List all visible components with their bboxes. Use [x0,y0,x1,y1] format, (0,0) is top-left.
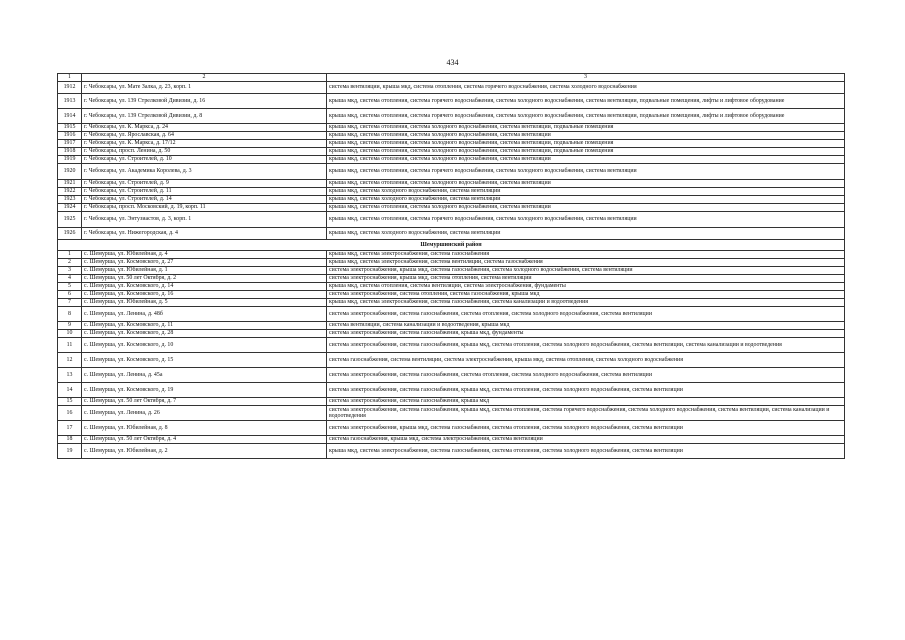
row-works: крыша мкд, система отопления, система вентиляции, система электроснабжения, фундаменты [327,283,845,291]
section-title: Шемуршинский район [58,240,845,251]
row-number: 9 [58,322,82,330]
row-address: г. Чебоксары, ул. Строителей, д. 9 [82,180,327,188]
table-row [58,291,845,299]
table-row [58,212,845,228]
table-row [58,82,845,94]
row-number: 1917 [58,140,82,148]
column-header: 3 [327,74,845,82]
row-address: с. Шемурша, ул. Космовского, д. 19 [82,383,327,398]
column-header-row [58,74,845,82]
table-row [58,383,845,398]
row-address: г. Чебоксары, ул. 139 Стрелковой Дивизии, д. 8 [82,109,327,124]
row-number: 1912 [58,82,82,94]
row-number: 1914 [58,109,82,124]
row-number: 6 [58,291,82,299]
row-address: с. Шемурша, ул. 50 лет Октября, д. 2 [82,275,327,283]
row-address: г. Чебоксары, ул. Строителей, д. 10 [82,156,327,164]
row-address: с. Шемурша, ул. Космовского, д. 16 [82,291,327,299]
table-row [58,164,845,180]
row-works: крыша мкд, система отопления, система горячего водоснабжения, система холодного водоснабжения, система вентиляции [327,164,845,180]
table-row [58,322,845,330]
section-row [58,240,845,251]
row-number: 11 [58,338,82,353]
row-works: система электроснабжения, система газоснабжения, крыша мкд, система отопления, система горячего водоснабжения, система холодного водоснабжения, система вентиляции, система канализации и водоотведения [327,406,845,421]
table-row [58,307,845,322]
table-row [58,283,845,291]
row-works: система электроснабжения, система газоснабжения, крыша мкд, фундаменты [327,330,845,338]
table-row [58,330,845,338]
row-number: 8 [58,307,82,322]
row-address: г. Чебоксары, ул. Нижегородская, д. 4 [82,228,327,240]
column-header: 2 [82,74,327,82]
row-works: система электроснабжения, система газоснабжения, система отопления, система холодного водоснабжения, система вентиляции [327,307,845,322]
row-works: крыша мкд, система холодного водоснабжения, система вентиляции [327,228,845,240]
row-number: 1918 [58,148,82,156]
row-works: крыша мкд, система электроснабжения, система газоснабжения, система отопления, система холодного водоснабжения, система вентиляции [327,444,845,459]
row-number: 18 [58,436,82,444]
row-address: г. Чебоксары, ул. Ярославская, д. 64 [82,132,327,140]
table-row [58,299,845,307]
row-address: г. Чебоксары, ул. Строителей, д. 11 [82,188,327,196]
row-address: с. Шемурша, ул. Ленина, д. 45а [82,368,327,383]
row-number: 2 [58,259,82,267]
row-works: система электроснабжения, система газоснабжения, крыша мкд, система отопления, система холодного водоснабжения, система вентиляции [327,383,845,398]
row-works: система электроснабжения, система газоснабжения, система отопления, система холодного водоснабжения, система вентиляции [327,368,845,383]
row-works: крыша мкд, система отопления, система холодного водоснабжения, система вентиляции [327,180,845,188]
table-row [58,406,845,421]
row-number: 5 [58,283,82,291]
table-row [58,132,845,140]
table-row [58,196,845,204]
row-number: 1916 [58,132,82,140]
row-address: с. Шемурша, ул. Юбилейная, д. 8 [82,421,327,436]
table-row [58,204,845,212]
row-address: г. Чебоксары, просп. Ленина, д. 50 [82,148,327,156]
row-address: с. Шемурша, ул. Космовского, д. 27 [82,259,327,267]
table-row [58,275,845,283]
row-works: крыша мкд, система отопления, система холодного водоснабжения, система вентиляции [327,204,845,212]
table-row [58,228,845,240]
row-number: 3 [58,267,82,275]
row-works: крыша мкд, система отопления, система горячего водоснабжения, система холодного водоснабжения, система вентиляции [327,212,845,228]
row-works: система газоснабжения, система вентиляции, система электроснабжения, крыша мкд, система отопления, система холодного водоснабжения [327,353,845,368]
table-row [58,338,845,353]
row-address: с. Шемурша, ул. Ленина, д. 48б [82,307,327,322]
repair-works-table [57,73,845,459]
row-number: 15 [58,398,82,406]
row-address: г. Чебоксары, ул. К. Маркса, д. 24 [82,124,327,132]
row-address: г. Чебоксары, ул. 139 Стрелковой Дивизии, д. 16 [82,94,327,109]
row-works: крыша мкд, система электроснабжения, система газоснабжения [327,251,845,259]
row-address: с. Шемурша, ул. Юбилейная, д. 2 [82,444,327,459]
row-number: 4 [58,275,82,283]
row-address: г. Чебоксары, ул. Строителей, д. 14 [82,196,327,204]
row-number: 17 [58,421,82,436]
row-works: крыша мкд, система отопления, система горячего водоснабжения, система холодного водоснабжения, система вентиляции, подвальные помещения, лифты и лифтовое оборудование [327,109,845,124]
row-number: 10 [58,330,82,338]
row-works: система вентиляции, система канализации и водоотведения, крыша мкд [327,322,845,330]
row-address: с. Шемурша, ул. Юбилейная, д. 1 [82,267,327,275]
row-works: крыша мкд, система отопления, система холодного водоснабжения, система вентиляции, подвальные помещения [327,140,845,148]
row-number: 1921 [58,180,82,188]
row-works: система газоснабжения, крыша мкд, система электроснабжения, система вентиляции [327,436,845,444]
row-number: 1919 [58,156,82,164]
row-address: с. Шемурша, ул. Космовского, д. 11 [82,322,327,330]
row-address: с. Шемурша, ул. Космовского, д. 14 [82,283,327,291]
row-works: крыша мкд, система электроснабжения, система газоснабжения, система канализации и водоотведения [327,299,845,307]
row-address: с. Шемурша, ул. Космовского, д. 10 [82,338,327,353]
row-number: 12 [58,353,82,368]
row-address: с. Шемурша, ул. Космовского, д. 28 [82,330,327,338]
table-row [58,251,845,259]
row-works: крыша мкд, система холодного водоснабжения, система вентиляции [327,188,845,196]
row-works: крыша мкд, система отопления, система холодного водоснабжения, система вентиляции [327,156,845,164]
row-address: с. Шемурша, ул. 50 лет Октября, д. 7 [82,398,327,406]
row-address: с. Шемурша, ул. Юбилейная, д. 4 [82,251,327,259]
row-works: система электроснабжения, система газоснабжения, крыша мкд [327,398,845,406]
table-row [58,444,845,459]
column-header: 1 [58,74,82,82]
table-row [58,398,845,406]
table-row [58,436,845,444]
row-number: 1926 [58,228,82,240]
row-number: 1913 [58,94,82,109]
row-works: система электроснабжения, система газоснабжения, крыша мкд, система отопления, система холодного водоснабжения, система вентиляции, система канализации и водоотведения [327,338,845,353]
table-row [58,156,845,164]
row-address: с. Шемурша, ул. Космовского, д. 15 [82,353,327,368]
row-works: система электроснабжения, крыша мкд, система отопления, система вентиляции [327,275,845,283]
table-row [58,109,845,124]
table-row [58,259,845,267]
row-number: 19 [58,444,82,459]
row-works: крыша мкд, система холодного водоснабжения, система вентиляции [327,196,845,204]
row-works: крыша мкд, система отопления, система холодного водоснабжения, система вентиляции, подвальные помещения [327,124,845,132]
table-row [58,421,845,436]
row-works: система электроснабжения, крыша мкд, система газоснабжения, система отопления, система холодного водоснабжения, система вентиляции [327,421,845,436]
row-number: 7 [58,299,82,307]
row-address: г. Чебоксары, ул. Энтузиастов, д. 3, корп. 1 [82,212,327,228]
row-address: с. Шемурша, ул. Юбилейная, д. 5 [82,299,327,307]
row-number: 1915 [58,124,82,132]
row-works: система электроснабжения, крыша мкд, система газоснабжения, система холодного водоснабжения, система вентиляции [327,267,845,275]
row-address: г. Чебоксары, ул. Академика Королева, д. 3 [82,164,327,180]
table-row [58,148,845,156]
row-works: крыша мкд, система отопления, система горячего водоснабжения, система холодного водоснабжения, система вентиляции, подвальные помещения, лифты и лифтовое оборудование [327,94,845,109]
page-number: 434 [446,58,459,67]
row-number: 1 [58,251,82,259]
row-works: крыша мкд, система электроснабжения, система вентиляции, система газоснабжения [327,259,845,267]
table-row [58,140,845,148]
row-address: г. Чебоксары, ул. К. Маркса, д. 17/12 [82,140,327,148]
table-row [58,267,845,275]
row-works: крыша мкд, система отопления, система холодного водоснабжения, система вентиляции [327,132,845,140]
row-works: система электроснабжения, система отопления, система газоснабжения, крыша мкд [327,291,845,299]
row-number: 13 [58,368,82,383]
row-address: г. Чебоксары, ул. Мате Залка, д. 23, корп. 1 [82,82,327,94]
row-address: г. Чебоксары, просп. Московский, д. 19, корп. 11 [82,204,327,212]
table-row [58,180,845,188]
row-number: 16 [58,406,82,421]
row-number: 1920 [58,164,82,180]
table-row [58,353,845,368]
table-row [58,368,845,383]
row-works: система вентиляции, крыша мкд, система отопления, система горячего водоснабжения, система холодного водоснабжения [327,82,845,94]
table-row [58,124,845,132]
row-number: 1923 [58,196,82,204]
table-row [58,188,845,196]
row-address: с. Шемурша, ул. 50 лет Октября, д. 4 [82,436,327,444]
row-number: 1925 [58,212,82,228]
table-row [58,94,845,109]
row-number: 14 [58,383,82,398]
row-address: с. Шемурша, ул. Ленина, д. 26 [82,406,327,421]
row-works: крыша мкд, система отопления, система холодного водоснабжения, система вентиляции, подвальные помещения [327,148,845,156]
row-number: 1922 [58,188,82,196]
row-number: 1924 [58,204,82,212]
